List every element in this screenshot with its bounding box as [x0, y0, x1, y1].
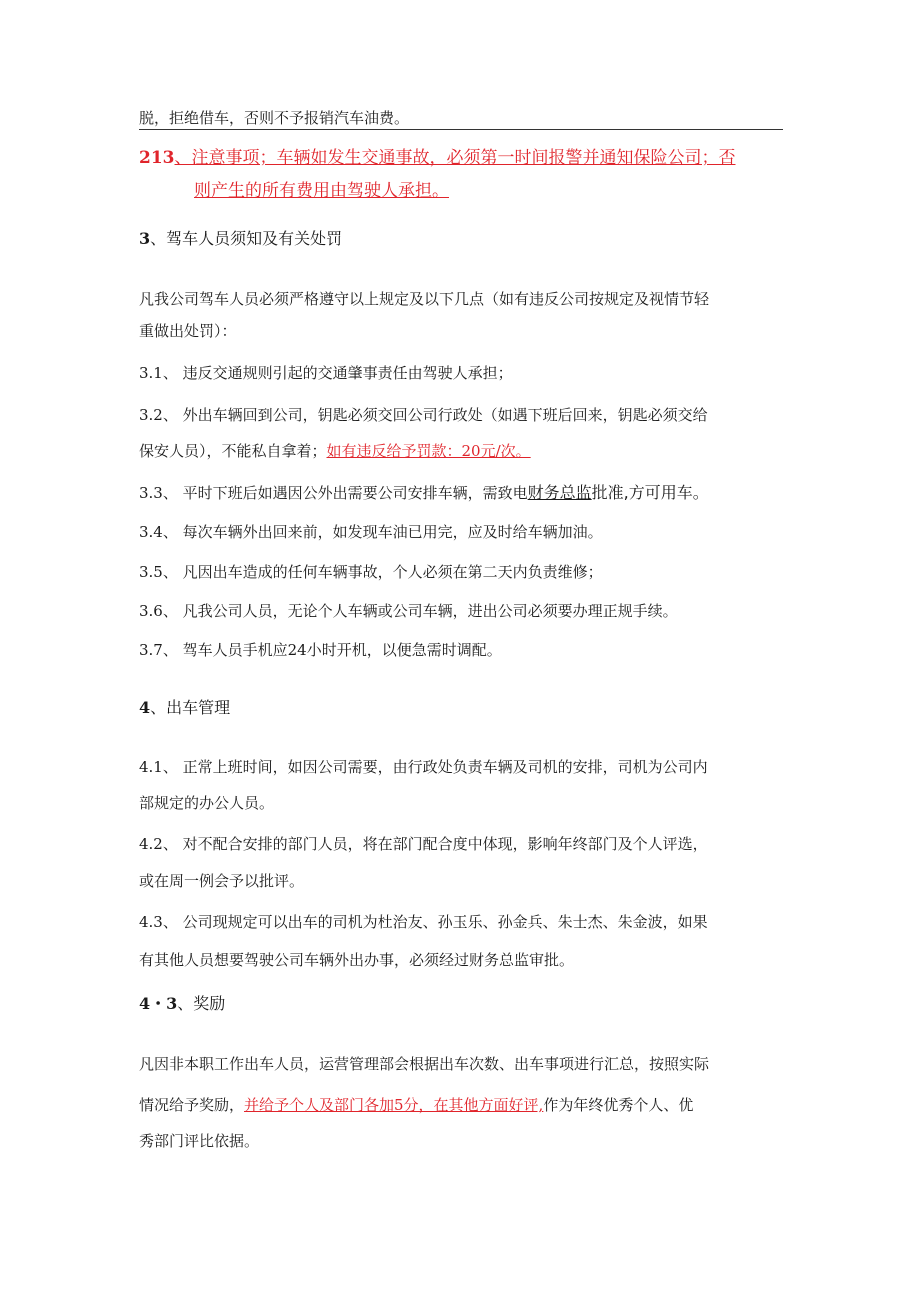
section-4-number: 4: [139, 698, 151, 717]
horizontal-rule: [139, 129, 783, 130]
item-3-5: 3.5、 凡因出车造成的任何车辆事故，个人必须在第二天内负责维修；: [139, 563, 603, 581]
item-4-2-line-1: 4.2、 对不配合安排的部门人员，将在部门配合度中体现，影响年终部门及个人评选，: [139, 835, 708, 853]
top-fragment: 脱，拒绝借车，否则不予报销汽车油费。: [139, 109, 410, 127]
reward-bonus-text: 并给予个人及部门各加5分，在其他方面好评,: [244, 1096, 544, 1114]
section-43-number: 4・3: [139, 994, 178, 1013]
section-4-title: 4、出车管理: [139, 698, 231, 717]
notice-number: 213: [139, 148, 175, 168]
finance-director-highlight: 财务总监: [527, 483, 592, 502]
reward-line-1: 凡因非本职工作出车人员，运营管理部会根据出车次数、出车事项进行汇总，按照实际: [139, 1055, 710, 1073]
notice-text-2: 则产生的所有费用由驾驶人承担。: [194, 181, 449, 201]
item-3-4: 3.4、 每次车辆外出回来前，如发现车油已用完，应及时给车辆加油。: [139, 523, 603, 541]
item-3-2-line-2: 保安人员），不能私自拿着；如有违反给予罚款：20元/次。: [139, 442, 531, 460]
section-3-number: 3: [139, 229, 151, 248]
notice-line-2: [194, 180, 449, 202]
penalty-text: 如有违反给予罚款：20元/次。: [326, 442, 531, 460]
item-4-1-line-2: 部规定的办公人员。: [139, 794, 275, 812]
item-4-2-line-2: 或在周一例会予以批评。: [139, 872, 305, 890]
item-3-6: 3.6、 凡我公司人员，无论个人车辆或公司车辆，进出公司必须要办理正规手续。: [139, 602, 678, 620]
item-4-3-line-2: 有其他人员想要驾驶公司车辆外出办事，必须经过财务总监审批。: [139, 951, 575, 969]
item-4-3-line-1: 4.3、 公司现规定可以出车的司机为杜治友、孙玉乐、孙金兵、朱士杰、朱金波，如果: [139, 913, 708, 931]
section-3-intro-1: 凡我公司驾车人员必须严格遵守以上规定及以下几点（如有违反公司按规定及视情节轻: [139, 290, 710, 308]
item-3-2-line-1: 3.2、 外出车辆回到公司，钥匙必须交回公司行政处（如遇下班后回来，钥匙必须交给: [139, 406, 708, 424]
reward-line-3: 秀部门评比依据。: [139, 1132, 260, 1150]
item-3-3: 3.3、 平时下班后如遇因公外出需要公司安排车辆，需致电财务总监批准,方可用车。: [139, 483, 709, 502]
notice-text-1: 、注意事项；车辆如发生交通事故，必须第一时间报警并通知保险公司；否: [174, 148, 736, 168]
notice-line-1: [139, 147, 736, 169]
section-3-intro-2: 重做出处罚）：: [139, 322, 237, 340]
reward-line-2: 情况给予奖励，并给予个人及部门各加5分，在其他方面好评,作为年终优秀个人、优: [139, 1096, 694, 1114]
section-3-title: 3、驾车人员须知及有关处罚: [139, 229, 343, 248]
item-3-7: 3.7、 驾车人员手机应24小时开机，以便急需时调配。: [139, 641, 502, 659]
item-3-1: 3.1、 违反交通规则引起的交通肇事责任由驾驶人承担；: [139, 364, 513, 382]
item-4-1-line-1: 4.1、 正常上班时间，如因公司需要，由行政处负责车辆及司机的安排，司机为公司内: [139, 758, 708, 776]
section-43-title: 4・3、奖励: [139, 994, 226, 1013]
